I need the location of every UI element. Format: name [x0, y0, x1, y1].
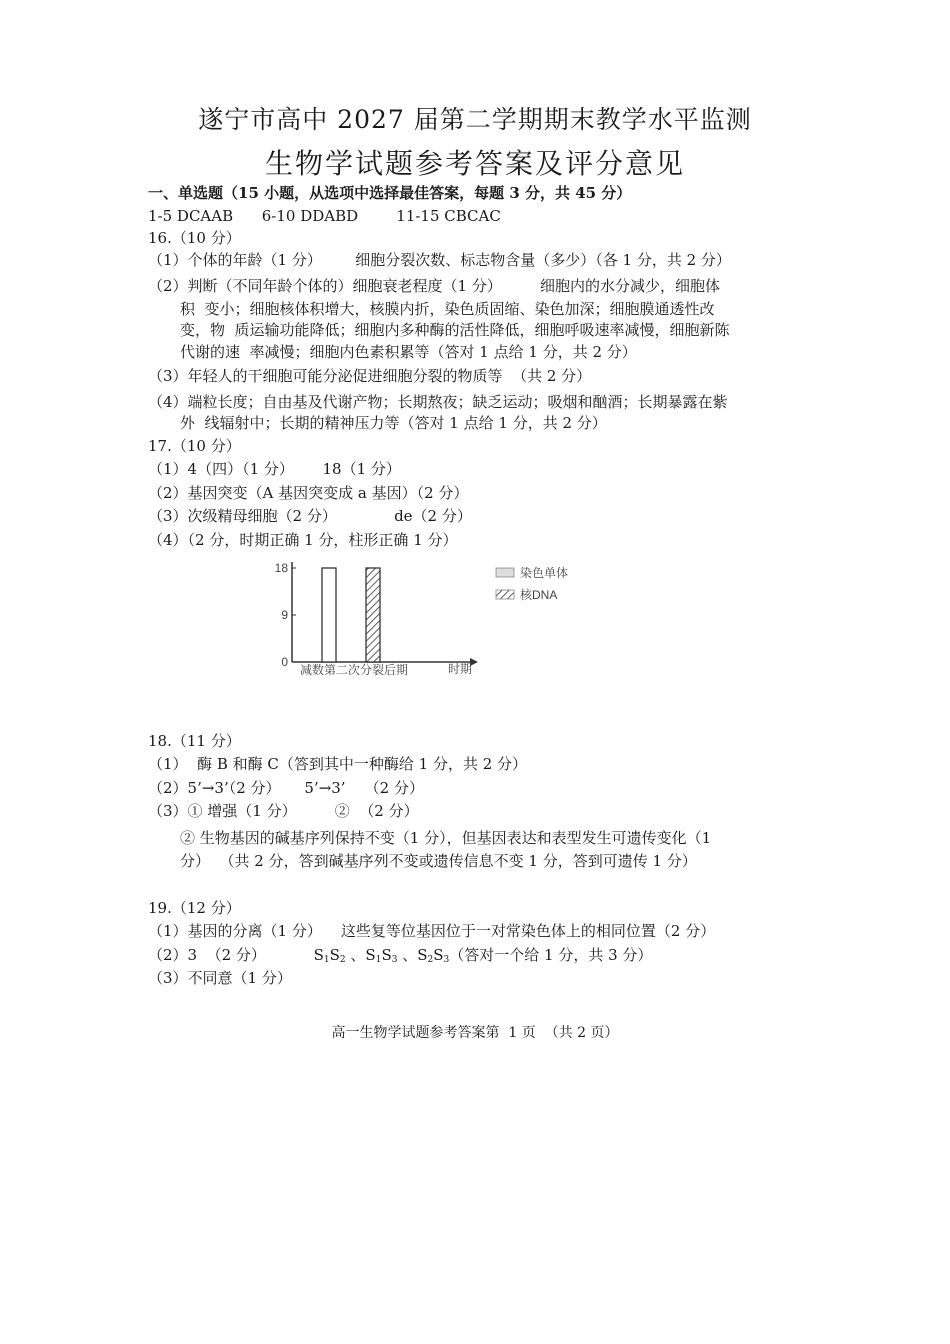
q17-header: 17.（10 分）	[148, 437, 241, 455]
q16-part4-line2: 外 线辐射中；长期的精神压力等（答对 1 点给 1 分，共 2 分）	[180, 414, 607, 432]
q19-header: 19.（12 分）	[148, 899, 241, 917]
q19-part3: （3）不同意（1 分）	[148, 969, 292, 987]
title-school-exam: 遂宁市高中 2027 届第二学期期末教学水平监测	[198, 105, 752, 134]
q19-part1: （1）基因的分离（1 分） 这些复等位基因位于一对常染色体上的相同位置（2 分）	[148, 922, 716, 940]
x-axis-label: 时期	[448, 662, 473, 676]
y-tick-label: 18	[274, 561, 288, 575]
title-answer-key: 生物学试题参考答案及评分意见	[264, 147, 685, 180]
x-category-label: 减数第二次分裂后期	[300, 663, 409, 677]
q18-part1: （1） 酶 B 和酶 C（答到其中一种酶给 1 分，共 2 分）	[148, 755, 528, 773]
q18-part3b-line1: ② 生物基因的碱基序列保持不变（1 分），但基因表达和表型发生可遗传变化（1	[180, 829, 712, 847]
legend-swatch-chromatid	[496, 568, 514, 577]
q16-header: 16.（10 分）	[148, 229, 241, 247]
section1-heading: 一、单选题（15 小题，从选项中选择最佳答案，每题 3 分，共 45 分）	[148, 184, 632, 202]
q17-part1: （1）4（四）（1 分） 18（1 分）	[148, 460, 401, 478]
q18-part3: （3）① 增强（1 分） ② （2 分）	[148, 802, 419, 820]
q19-part2-prefix: （2）3 （2 分）	[148, 946, 314, 964]
q19-part2-suffix: （答对一个给 1 分，共 3 分）	[449, 946, 653, 964]
q19-part2	[148, 945, 652, 970]
q16-part2-line2: 积 变小；细胞核体积增大，核膜内折，染色质固缩、染色加深；细胞膜通透性改	[180, 300, 715, 318]
q17-part3: （3）次级精母细胞（2 分） de（2 分）	[148, 507, 472, 525]
q16-part2-line4: 代谢的速 率减慢；细胞内色素积累等（答对 1 点给 1 分，共 2 分）	[180, 343, 637, 361]
q18-part2: （2）5’→3’（2 分） 5’→3’ （2 分）	[148, 779, 424, 797]
section1-answers: 1-5 DCAAB 6-10 DDABD 11-15 CBCAC	[148, 207, 501, 225]
bar-chromatid	[322, 568, 336, 662]
q16-part1: （1）个体的年龄（1 分） 细胞分裂次数、标志物含量（多少）（各 1 分，共 2 分）	[148, 251, 731, 269]
bar-nuclear-dna	[366, 568, 380, 662]
legend-label-chromatid: 染色单体	[520, 566, 569, 580]
q16-part2-line1: （2）判断（不同年龄个体的）细胞衰老程度（1 分） 细胞内的水分减少，细胞体	[148, 277, 721, 295]
legend-swatch-dna	[496, 590, 514, 599]
chromosome-bar-chart	[270, 560, 600, 682]
q18-header: 18.（11 分）	[148, 732, 241, 750]
q16-part3: （3）年轻人的干细胞可能分泌促进细胞分裂的物质等 （共 2 分）	[148, 367, 592, 385]
legend-label-dna: 核DNA	[520, 588, 558, 602]
q17-part4: （4）（2 分，时期正确 1 分，柱形正确 1 分）	[148, 531, 458, 549]
q19-genotypes: $S_1S_2$ 、$S_1S_3$ 、$S_2S_3$	[313, 946, 450, 965]
q17-part2: （2）基因突变（A 基因突变成 a 基因）（2 分）	[148, 484, 469, 502]
q18-part3b-line2: 分） （共 2 分，答到碱基序列不变或遗传信息不变 1 分，答到可遗传 1 分）	[180, 852, 697, 870]
q16-part2-line3: 变，物 质运输功能降低；细胞内多种酶的活性降低，细胞呼吸速率减慢，细胞新陈	[180, 321, 730, 339]
y-tick-label: 9	[281, 608, 288, 622]
page-footer: 高一生物学试题参考答案第 1 页 （共 2 页）	[331, 1025, 619, 1041]
q16-part4-line1: （4）端粒长度；自由基及代谢产物；长期熬夜；缺乏运动；吸烟和酗酒；长期暴露在紫	[148, 393, 728, 411]
y-tick-label: 0	[281, 655, 288, 669]
